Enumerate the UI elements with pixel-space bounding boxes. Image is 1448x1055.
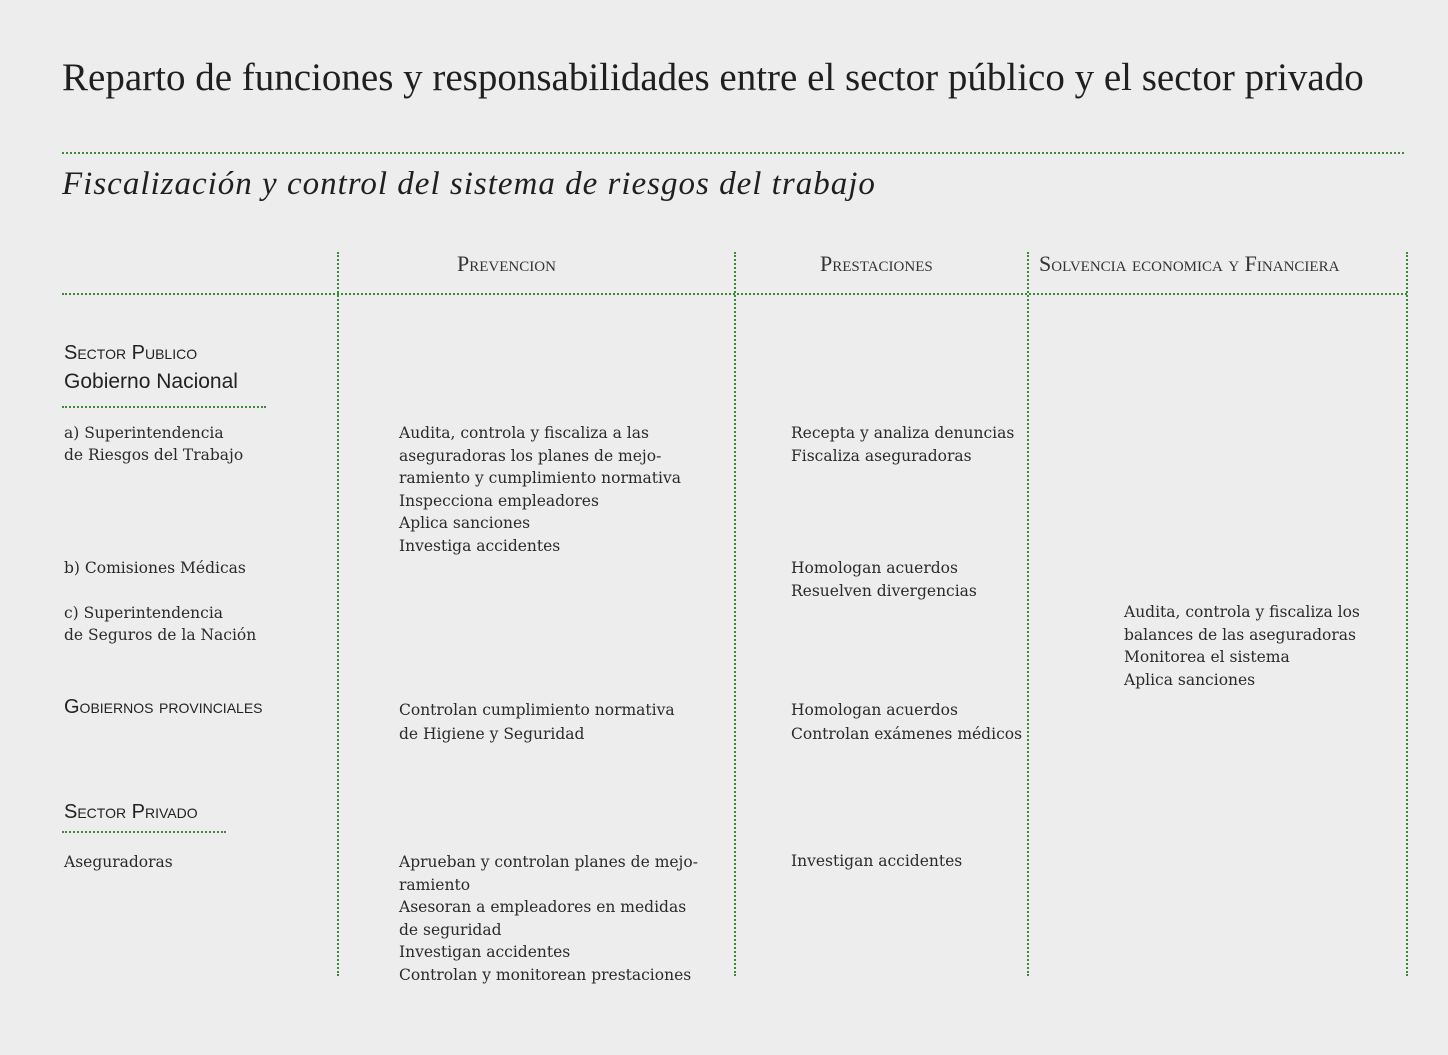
column-header-solvencia: Solvencia economica y Financiera xyxy=(1039,251,1340,276)
column-divider-3 xyxy=(1027,252,1029,976)
title-divider xyxy=(62,152,1404,154)
cell-aseguradoras-prestaciones: Investigan accidentes xyxy=(791,852,963,870)
section-gobierno-nacional: Gobierno Nacional xyxy=(64,370,238,393)
section-sector-privado: Sector Privado xyxy=(64,801,198,823)
column-header-prestaciones: Prestaciones xyxy=(820,251,933,276)
section-underline-publico xyxy=(62,406,266,408)
column-divider-2 xyxy=(734,252,736,976)
header-divider xyxy=(62,293,1407,295)
section-underline-privado xyxy=(62,831,226,833)
row-label-ssn: c) Superintendencia de Seguros de la Nación xyxy=(64,604,257,644)
cell-ssn-solvencia: Audita, controla y fiscaliza los balances de las aseguradoras Monitorea el sistema Aplica sanciones xyxy=(1124,603,1360,689)
row-label-comisiones: b) Comisiones Médicas xyxy=(64,559,246,577)
cell-srt-prevencion: Audita, controla y fiscaliza a las aseguradoras los planes de mejo- ramiento y cumplimiento normativa Inspecciona empleadores Aplica sanciones Investiga accidentes xyxy=(399,424,681,555)
column-divider-1 xyxy=(337,252,339,976)
column-header-prevencion: Prevencion xyxy=(457,251,556,276)
page-title: Reparto de funciones y responsabilidades entre el sector público y el sector privado xyxy=(62,56,1364,99)
cell-srt-prestaciones: Recepta y analiza denuncias Fiscaliza aseguradoras xyxy=(791,424,1015,465)
column-divider-4 xyxy=(1406,252,1408,976)
cell-aseguradoras-prevencion: Aprueban y controlan planes de mejo- ramiento Asesoran a empleadores en medidas de seguridad Investigan accidentes Controlan y monitorean prestaciones xyxy=(399,853,698,984)
section-gobiernos-provinciales: Gobiernos provinciales xyxy=(64,696,263,718)
page-subtitle: Fiscalización y control del sistema de riesgos del trabajo xyxy=(62,166,876,202)
row-label-aseguradoras: Aseguradoras xyxy=(64,853,173,871)
cell-comisiones-prestaciones: Homologan acuerdos Resuelven divergencias xyxy=(791,559,977,600)
section-sector-publico: Sector Publico xyxy=(64,342,198,364)
cell-provinciales-prevencion: Controlan cumplimiento normativa de Higiene y Seguridad xyxy=(399,701,675,743)
row-label-srt: a) Superintendencia de Riesgos del Trabajo xyxy=(64,424,244,464)
cell-provinciales-prestaciones: Homologan acuerdos Controlan exámenes médicos xyxy=(791,701,1023,743)
